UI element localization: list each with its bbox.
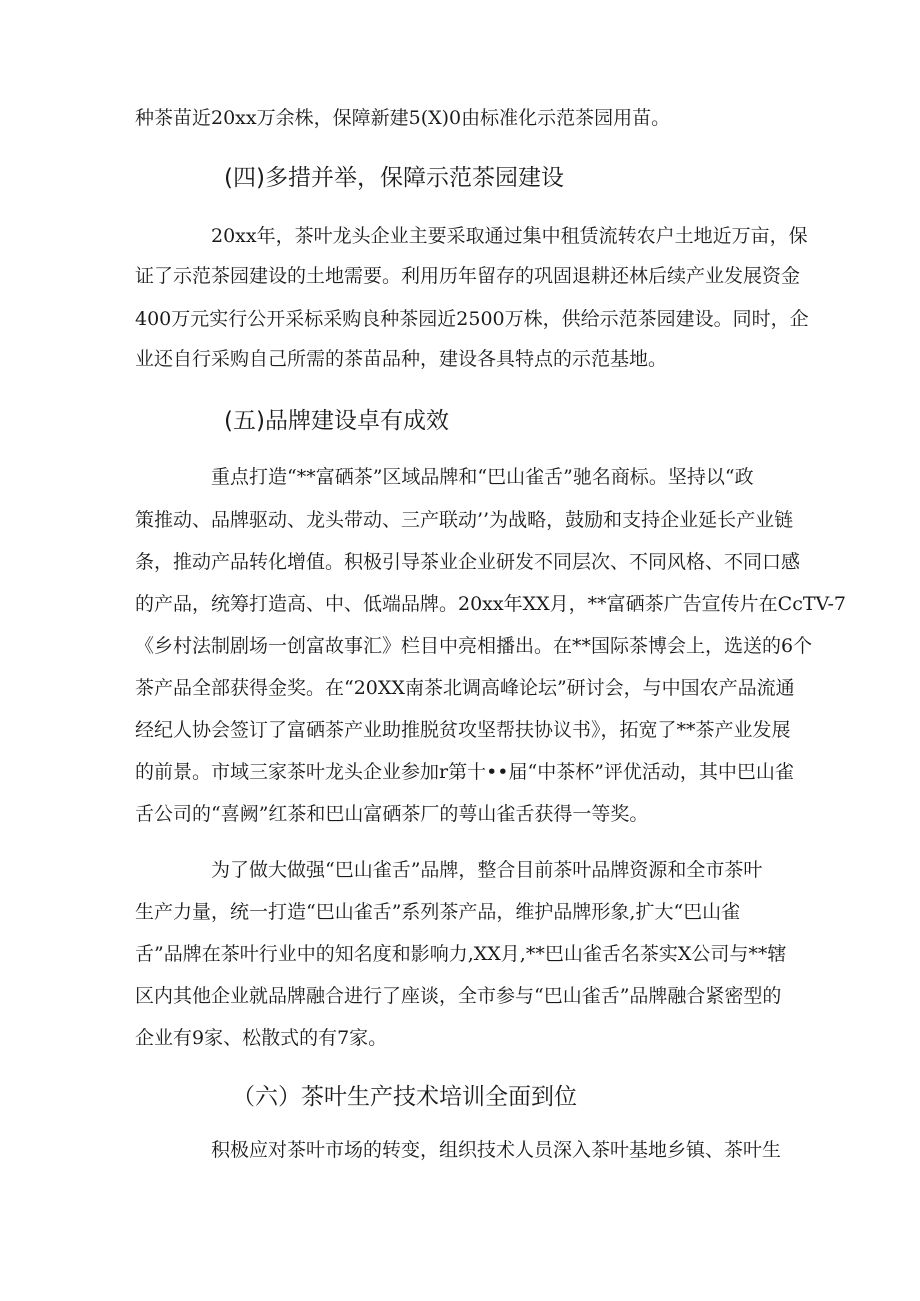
paragraph-line: 的产品，统筹打造高、中、低端品牌。20xx年XX月，**富硒茶广告宣传片在CcTV-7 (135, 593, 846, 615)
paragraph-line: 舌公司的“喜阙”红茶和巴山富硒茶厂的萼山雀舌获得一等奖。 (135, 803, 649, 825)
section-heading-6: （六）茶叶生产技术培训全面到位 (232, 1084, 577, 1110)
paragraph-line: 证了示范茶园建设的土地需要。利用历年留存的巩固退耕还林后续产业发展资金 (135, 265, 801, 287)
paragraph-line: 区内其他企业就品牌融合进行了座谈，全市参与“巴山雀舌”品牌融合紧密型的 (135, 985, 782, 1007)
section-heading-5: (五)品牌建设卓有成效 (224, 408, 449, 434)
paragraph-line: 经纪人协会签订了富硒茶产业助推脱贫攻坚帮扶协议书》，拓宽了**茶产业发展 (135, 719, 791, 741)
paragraph-line: 企业有9家、松散式的有7家。 (135, 1027, 388, 1049)
paragraph-line: 种茶苗近20xx万余株，保障新建5(X)0由标准化示范茶园用苗。 (135, 107, 671, 129)
paragraph-line: 茶产品全部获得金奖。在“20XX南茶北调高峰论坛”研讨会，与中国农产品流通 (135, 677, 795, 699)
paragraph-line: 的前景。市域三家茶叶龙头企业参加r第十••届“中茶杯”评优活动，其中巴山雀 (135, 761, 794, 783)
paragraph-line: 重点打造“**富硒茶”区域品牌和“巴山雀舌”驰名商标。坚持以“政 (211, 466, 754, 488)
paragraph-line: 条，推动产品转化增值。积极引导茶业企业研发不同层次、不同风格、不同口感 (135, 551, 801, 573)
paragraph-line: 策推动、品牌驱动、龙头带动、三产联动’’为战略，鼓励和支持企业延长产业链 (135, 509, 794, 531)
paragraph-line: 《乡村法制剧场一创富故事汇》栏目中亮相播出。在**国际茶博会上，选送的6个 (135, 635, 813, 657)
paragraph-line: 生产力量，统一打造“巴山雀舌”系列茶产品，维护品牌形象,扩大“巴山雀 (135, 901, 741, 923)
paragraph-line: 业还自行采购自己所需的茶苗品种，建设各具特点的示范基地。 (135, 348, 668, 370)
paragraph-line: 为了做大做强“巴山雀舌”品牌，整合目前茶叶品牌资源和全市茶叶 (211, 859, 763, 881)
paragraph-line: 400万元实行公开采标采购良种茶园近2500万株，供给示范茶园建设。同时，企 (135, 308, 809, 330)
section-heading-4: (四)多措并举，保障示范茶园建设 (224, 165, 564, 191)
paragraph-line: 积极应对茶叶市场的转变，组织技术人员深入茶叶基地乡镇、茶叶生 (211, 1139, 782, 1161)
paragraph-line: 舌”品牌在茶叶行业中的知名度和影响力,XX月,**巴山雀舌名茶实X公司与**辖 (135, 943, 787, 965)
paragraph-line: 20xx年，茶叶龙头企业主要采取通过集中租赁流转农户土地近万亩，保 (211, 225, 808, 247)
